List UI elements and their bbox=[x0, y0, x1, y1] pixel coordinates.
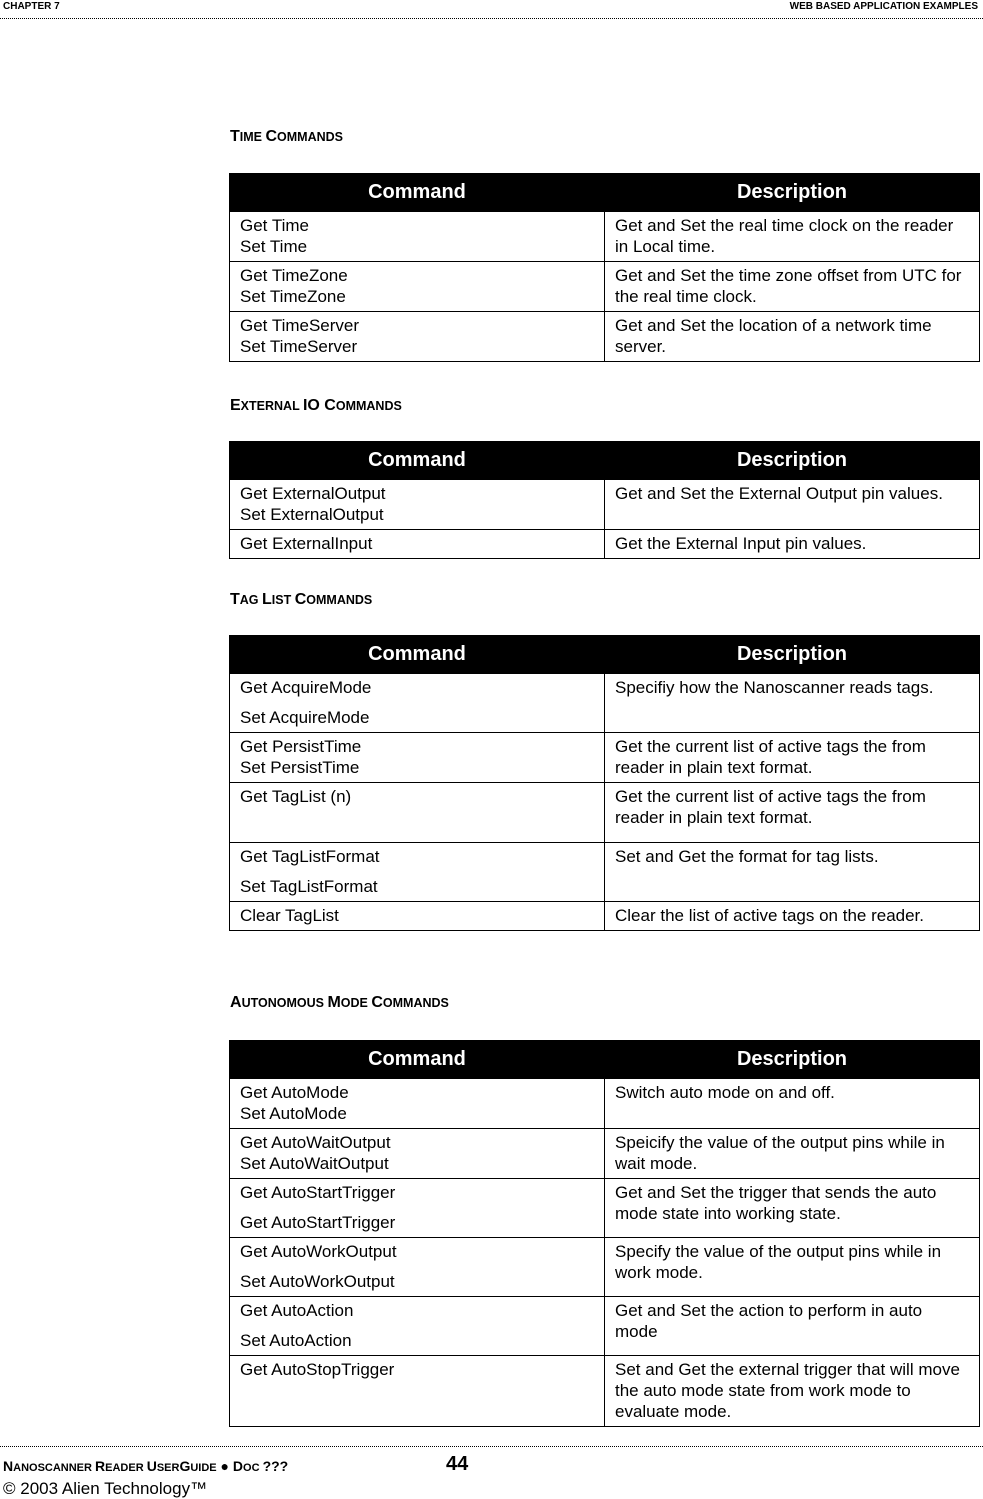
column-header-description: Description bbox=[605, 1041, 980, 1079]
page-footer bbox=[0, 1446, 983, 1498]
command-description: Specify the value of the output pins while in work mode. bbox=[605, 1238, 980, 1297]
column-header-command: Command bbox=[230, 174, 605, 212]
table-row bbox=[230, 1079, 980, 1129]
page-header bbox=[0, 0, 983, 19]
footer-document-title: NANOSCANNER READER USERGUIDE ● DOC ??? bbox=[3, 1458, 289, 1474]
table-row bbox=[230, 674, 980, 733]
column-header-description: Description bbox=[605, 174, 980, 212]
command-description: Get the current list of active tags the from reader in plain text format. bbox=[605, 733, 980, 783]
table-row bbox=[230, 902, 980, 931]
command-name: Get AutoStartTrigger bbox=[240, 1213, 396, 1232]
table-row bbox=[230, 480, 980, 530]
column-header-description: Description bbox=[605, 636, 980, 674]
external-io-commands-table bbox=[229, 441, 980, 559]
column-header-command: Command bbox=[230, 636, 605, 674]
command-name: Set TimeServer bbox=[240, 337, 358, 356]
command-name: Get Time bbox=[240, 216, 309, 235]
command-name: Set AcquireMode bbox=[240, 708, 370, 727]
table-row bbox=[230, 1238, 980, 1297]
command-name: Set TagListFormat bbox=[240, 877, 378, 896]
tag-list-commands-table bbox=[229, 635, 980, 931]
command-name: Get TagList (n) bbox=[240, 787, 352, 806]
page-number: 44 bbox=[446, 1453, 469, 1475]
command-name: Get TimeServer bbox=[240, 316, 360, 335]
time-commands-heading: TIME COMMANDS bbox=[230, 128, 344, 145]
command-name: Get AutoWaitOutput bbox=[240, 1133, 391, 1152]
command-name: Set AutoWaitOutput bbox=[240, 1154, 389, 1173]
command-name: Get ExternalInput bbox=[240, 534, 373, 553]
command-name: Get AutoStartTrigger bbox=[240, 1183, 396, 1202]
table-row bbox=[230, 843, 980, 902]
command-description: Set and Get the external trigger that will move the auto mode state from work mode to evaluate mode. bbox=[605, 1356, 980, 1427]
command-description: Get the current list of active tags the from reader in plain text format. bbox=[605, 783, 980, 843]
command-name: Get AutoAction bbox=[240, 1301, 354, 1320]
table-row bbox=[230, 530, 980, 559]
command-name: Set Time bbox=[240, 237, 308, 256]
command-name: Get AutoMode bbox=[240, 1083, 349, 1102]
autonomous-mode-commands-heading: AUTONOMOUS MODE COMMANDS bbox=[230, 994, 449, 1011]
time-commands-table bbox=[229, 173, 980, 362]
command-description: Get and Set the time zone offset from UTC for the real time clock. bbox=[605, 262, 980, 312]
external-io-commands-heading: EXTERNAL IO COMMANDS bbox=[230, 397, 402, 414]
command-name: Set TimeZone bbox=[240, 287, 346, 306]
command-name: Set ExternalOutput bbox=[240, 505, 384, 524]
command-name: Get AutoWorkOutput bbox=[240, 1242, 397, 1261]
command-name: Set PersistTime bbox=[240, 758, 360, 777]
command-name: Clear TagList bbox=[240, 906, 339, 925]
table-row bbox=[230, 733, 980, 783]
command-name: Get PersistTime bbox=[240, 737, 362, 756]
command-name: Set AutoAction bbox=[240, 1331, 352, 1350]
copyright-notice: © 2003 Alien Technology™ bbox=[3, 1479, 208, 1498]
command-name: Get ExternalOutput bbox=[240, 484, 386, 503]
command-name: Get AcquireMode bbox=[240, 678, 372, 697]
command-description: Speicify the value of the output pins while in wait mode. bbox=[605, 1129, 980, 1179]
table-row bbox=[230, 1179, 980, 1238]
command-name: Get TagListFormat bbox=[240, 847, 380, 866]
command-description: Get and Set the trigger that sends the auto mode state into working state. bbox=[605, 1179, 980, 1238]
command-name: Set AutoWorkOutput bbox=[240, 1272, 395, 1291]
table-row bbox=[230, 783, 980, 843]
column-header-command: Command bbox=[230, 1041, 605, 1079]
table-row bbox=[230, 312, 980, 362]
table-row bbox=[230, 262, 980, 312]
table-row bbox=[230, 212, 980, 262]
command-description: Get the External Input pin values. bbox=[605, 530, 980, 559]
table-row bbox=[230, 1129, 980, 1179]
section-label: WEB BASED APPLICATION EXAMPLES bbox=[789, 1, 978, 12]
table-row bbox=[230, 1356, 980, 1427]
command-description: Get and Set the action to perform in auto mode bbox=[605, 1297, 980, 1356]
command-description: Specifiy how the Nanoscanner reads tags. bbox=[605, 674, 980, 733]
chapter-label: CHAPTER 7 bbox=[3, 1, 60, 12]
command-description: Clear the list of active tags on the reader. bbox=[605, 902, 980, 931]
command-name: Get AutoStopTrigger bbox=[240, 1360, 395, 1379]
command-name: Get TimeZone bbox=[240, 266, 348, 285]
column-header-description: Description bbox=[605, 442, 980, 480]
command-name: Set AutoMode bbox=[240, 1104, 347, 1123]
column-header-command: Command bbox=[230, 442, 605, 480]
tag-list-commands-heading: TAG LIST COMMANDS bbox=[230, 591, 373, 608]
command-description: Get and Set the location of a network time server. bbox=[605, 312, 980, 362]
command-description: Switch auto mode on and off. bbox=[605, 1079, 980, 1129]
command-description: Set and Get the format for tag lists. bbox=[605, 843, 980, 902]
bullet-icon: ● bbox=[216, 1458, 233, 1474]
autonomous-mode-commands-table bbox=[229, 1040, 980, 1427]
command-description: Get and Set the real time clock on the reader in Local time. bbox=[605, 212, 980, 262]
command-description: Get and Set the External Output pin values. bbox=[605, 480, 980, 530]
table-row bbox=[230, 1297, 980, 1356]
